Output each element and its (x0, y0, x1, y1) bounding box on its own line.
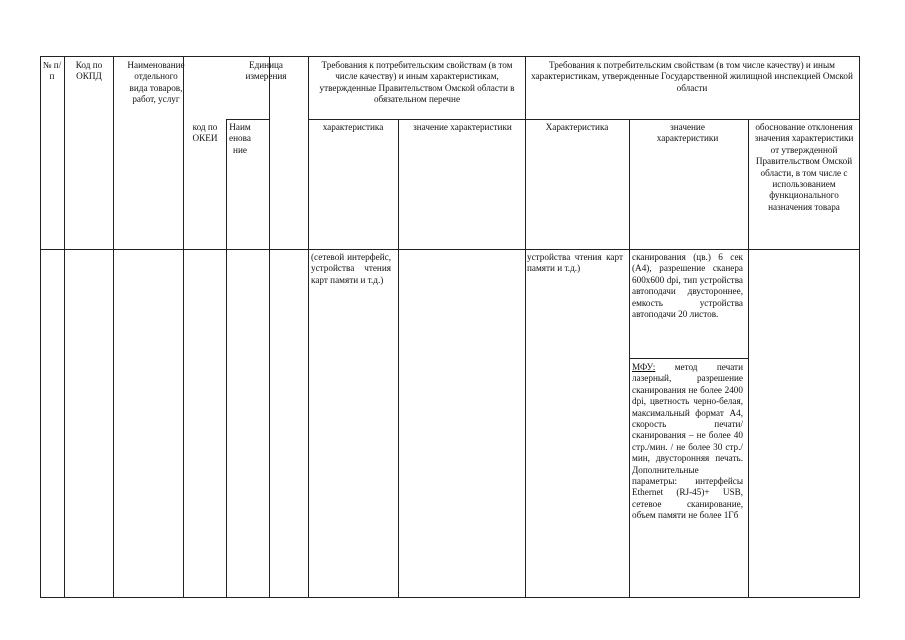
insp-value-cell: сканирования (цв.) 6 сек (А4), разрешение сканера 600x600 dpi, тип устройства автоподачи двустороннее, емкость устройства автоподачи 20 листов. (632, 252, 743, 320)
table-border-bottom (40, 597, 860, 598)
header-gov-requirements: Требования к потребительским свойствам (в том числе качеству) и иным характеристикам, утвержденные Правительством Омской области в обязательном перечне (319, 60, 515, 105)
header-insp-reason: обоснование отклонения значения характеристики от утвержденной Правительством Омской области, в том числе с использованием функционального назначения товара (754, 122, 854, 212)
mfu-specs: метод печати лазерный, разрешение сканирования не более 2400 dpi, цветность черно-белая, максимальный формат А4, скорость печати/ сканирования – не более 40 стр./мин. / не более 30 стр./мин, двусторонняя печать. Дополнительные параметры: интерфейсы Ethernet (RJ-45)+ USB, сетевое сканирование, объем памяти не более 1Гб (632, 362, 743, 521)
gov-characteristic-cell: (сетевой интерфейс, устройства чтения карт памяти и т.д.) (311, 252, 391, 285)
column-divider (113, 56, 114, 598)
column-divider (269, 56, 270, 598)
insp-value-mfu-cell (632, 362, 743, 522)
column-divider (226, 119, 227, 598)
header-unit-name: Наим енова ние (229, 122, 251, 155)
column-divider (183, 56, 184, 598)
table-border-left (40, 56, 41, 598)
column-divider (308, 56, 309, 598)
row-divider (629, 358, 748, 359)
header-item-name: Наименование отдельного вида товаров, работ, услуг (127, 60, 185, 105)
header-okei-code: код по ОКЕИ (192, 122, 218, 144)
header-bottom-line (40, 249, 860, 250)
column-divider (64, 56, 65, 598)
header-gov-value: значение характеристики (413, 122, 512, 132)
header-unit: Единица измерения (245, 60, 287, 82)
table-border-right (859, 56, 860, 598)
column-divider (398, 119, 399, 598)
header-insp-characteristic: Характеристика (545, 122, 609, 132)
header-divider (308, 119, 525, 120)
header-okpd: Код по ОКПД (75, 60, 103, 82)
header-divider (525, 119, 859, 120)
header-insp-value: значение характеристики (656, 122, 719, 144)
header-num: № п/п (42, 60, 62, 82)
column-divider (748, 119, 749, 598)
mfu-label: МФУ: (632, 362, 656, 372)
column-divider (525, 56, 526, 598)
table-border-top (40, 56, 860, 57)
header-divider (226, 119, 269, 120)
insp-characteristic-cell: устройства чтения карт памяти и т.д.) (527, 252, 623, 274)
header-insp-requirements: Требования к потребительским свойствам (в том числе качеству) и иным характеристикам, утвержденные Государственной жилищной инспекцией Омской области (531, 60, 853, 93)
requirements-table (40, 56, 860, 598)
header-gov-characteristic: характеристика (322, 122, 384, 132)
